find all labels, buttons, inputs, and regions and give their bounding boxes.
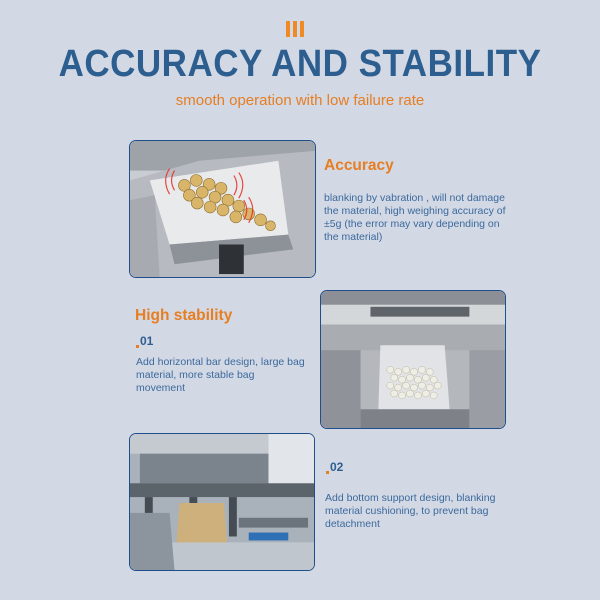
page-title: ACCURACY AND STABILITY (58, 42, 542, 85)
accuracy-heading: Accuracy (324, 157, 394, 174)
stability-item1-text: Add horizontal bar design, large bag material, more stable bag movement (136, 356, 305, 394)
bottom-support-photo (129, 433, 315, 571)
item-number-01-label: 01 (140, 334, 154, 348)
accuracy-text: blanking by vabration , will not damage the material, high weighing accuracy of ±5g (the error may vary depending on the material) (324, 192, 506, 243)
stability-heading: High stability (135, 307, 233, 324)
item-number-01 (136, 334, 153, 348)
page-subtitle: smooth operation with low failure rate (175, 92, 425, 109)
item-number-02-label: 02 (330, 460, 344, 474)
item-number-02 (326, 460, 343, 474)
vibration-tray-photo (129, 140, 316, 278)
stability-item2-text: Add bottom support design, blanking material cushioning, to prevent bag detachment (325, 492, 496, 530)
bag-with-horizontal-bar-photo (320, 290, 506, 429)
decorative-bars-icon (286, 21, 304, 37)
